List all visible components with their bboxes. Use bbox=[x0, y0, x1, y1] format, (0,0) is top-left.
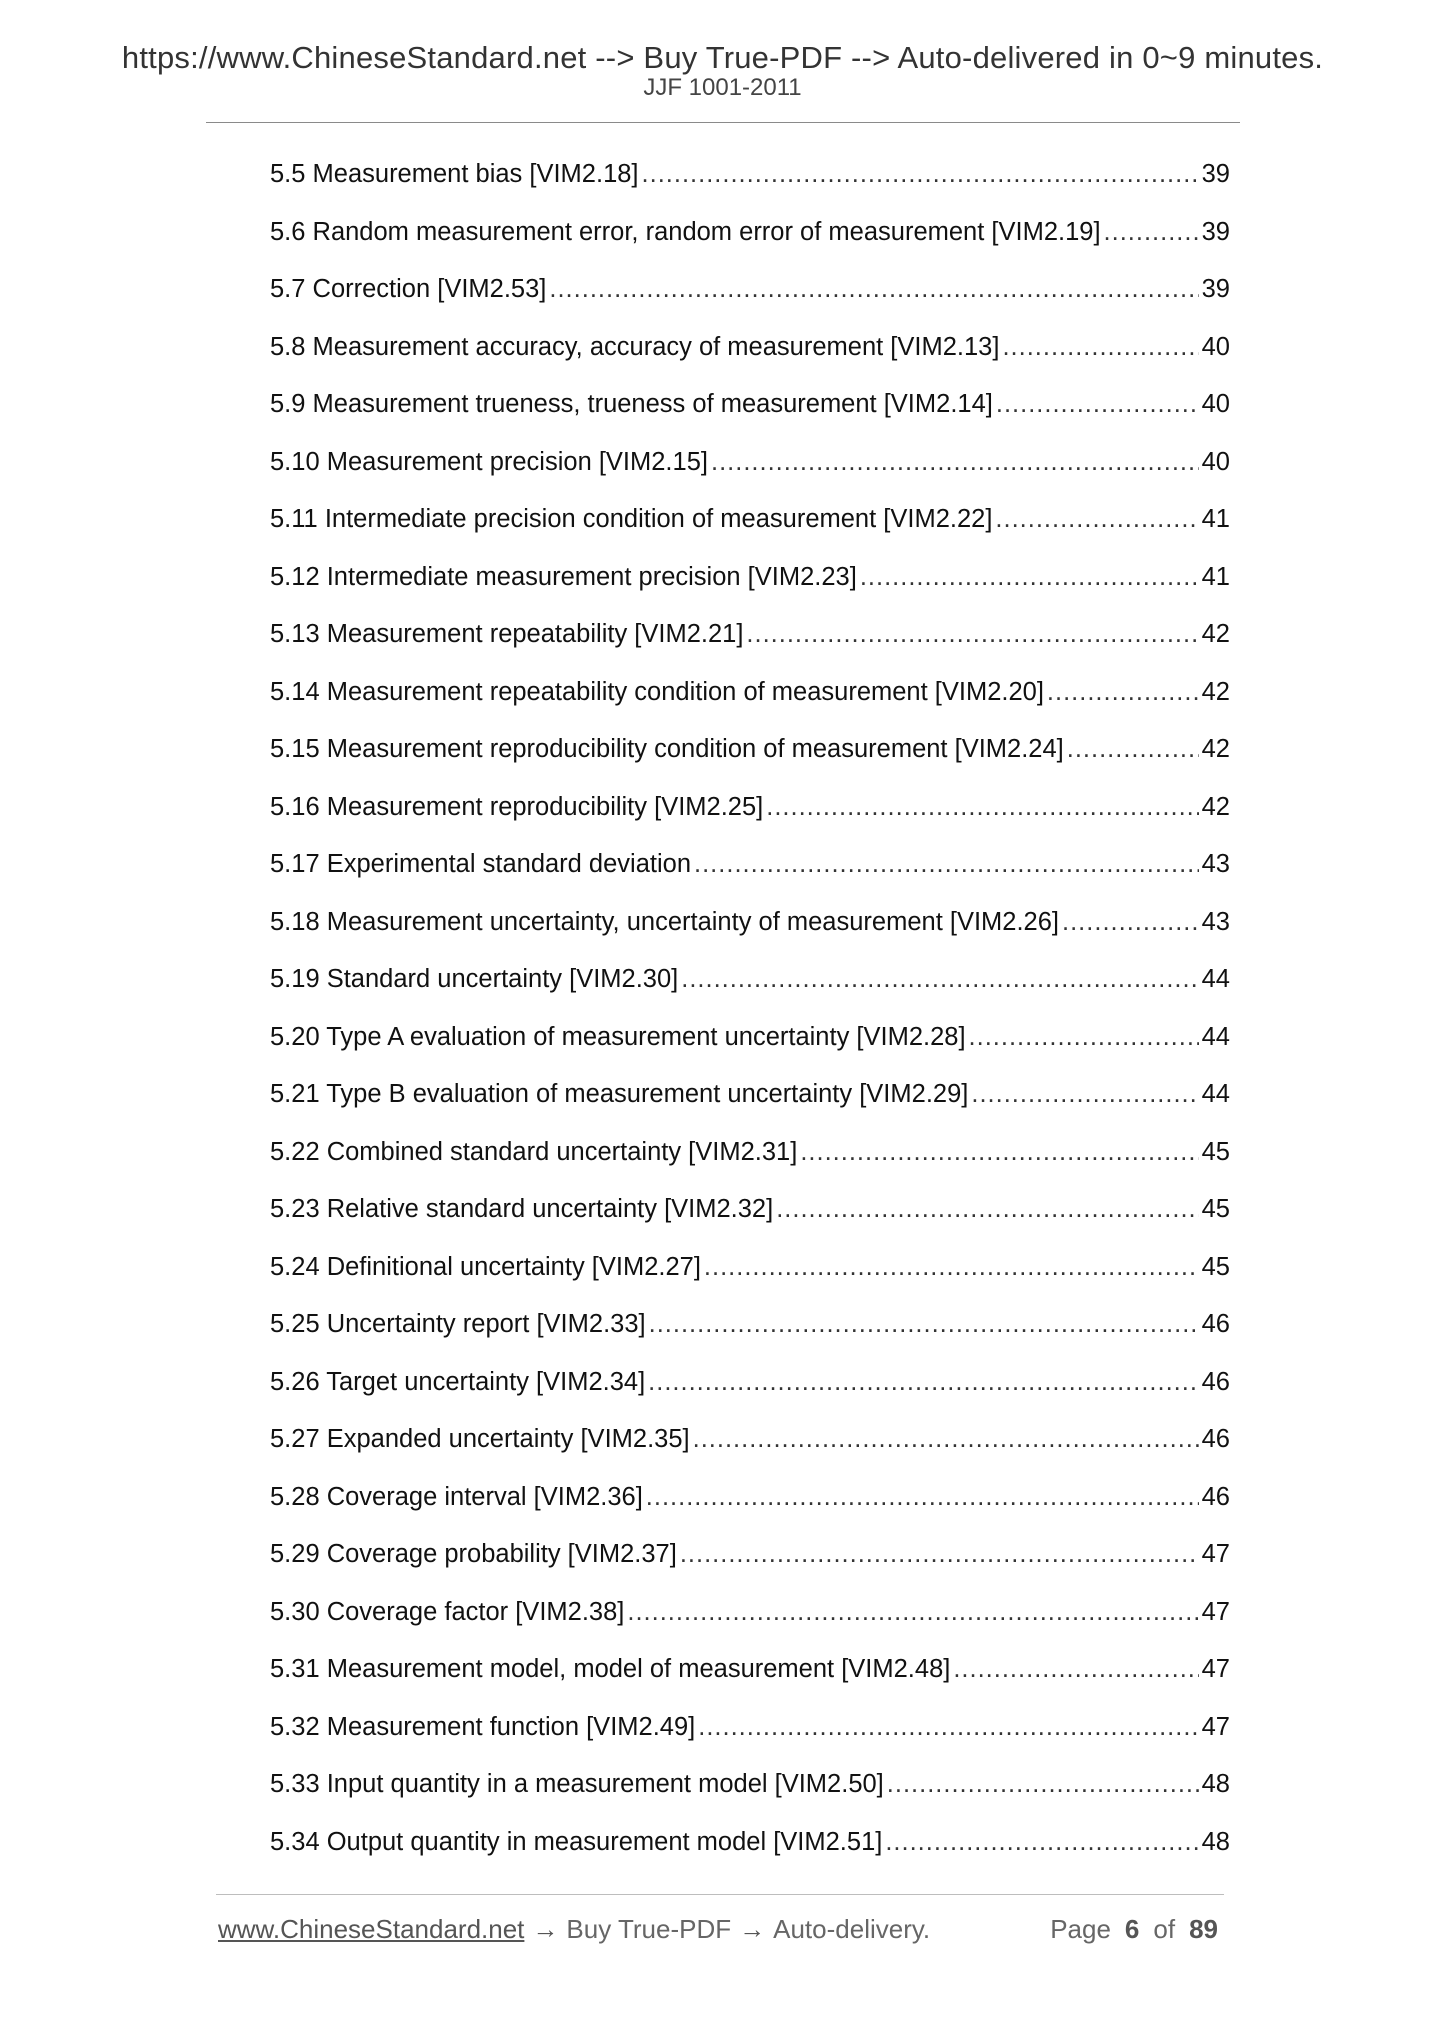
toc-entry-title: 5.30 Coverage factor [VIM2.38] bbox=[270, 1597, 625, 1626]
toc-entry[interactable] bbox=[270, 160, 1230, 218]
toc-entry[interactable] bbox=[270, 1080, 1230, 1138]
toc-entry[interactable] bbox=[270, 1253, 1230, 1311]
toc-entry-title: 5.20 Type A evaluation of measurement uncertainty [VIM2.28] bbox=[270, 1022, 966, 1051]
dot-leader bbox=[1047, 678, 1199, 707]
toc-entry[interactable] bbox=[270, 678, 1230, 736]
dot-leader bbox=[704, 1253, 1199, 1282]
toc-entry-page: 42 bbox=[1201, 792, 1230, 821]
toc-entry[interactable] bbox=[270, 1368, 1230, 1426]
dot-leader bbox=[711, 448, 1199, 477]
toc-entry-title: 5.33 Input quantity in a measurement model [VIM2.50] bbox=[270, 1770, 884, 1798]
toc-entry[interactable] bbox=[270, 390, 1230, 448]
toc-entry-title: 5.16 Measurement reproducibility [VIM2.25] bbox=[270, 792, 764, 821]
toc-entry[interactable] bbox=[270, 793, 1230, 851]
toc-entry-title: 5.5 Measurement bias [VIM2.18] bbox=[270, 160, 639, 188]
dot-leader bbox=[766, 793, 1198, 822]
toc-entry-title: 5.7 Correction [VIM2.53] bbox=[270, 275, 547, 303]
toc-entry[interactable] bbox=[270, 1770, 1230, 1828]
dot-leader bbox=[1104, 218, 1199, 247]
toc-entry-title: 5.15 Measurement reproducibility condition of measurement [VIM2.24] bbox=[270, 735, 1064, 763]
dot-leader bbox=[549, 275, 1198, 304]
toc-entry-title: 5.14 Measurement repeatability condition of measurement [VIM2.20] bbox=[270, 677, 1044, 706]
dot-leader bbox=[995, 505, 1198, 534]
dot-leader bbox=[646, 1483, 1199, 1512]
toc-entry[interactable] bbox=[270, 1310, 1230, 1368]
toc-entry-page: 45 bbox=[1201, 1137, 1230, 1166]
dot-leader bbox=[1067, 735, 1199, 764]
toc-entry[interactable] bbox=[270, 333, 1230, 391]
toc-entry-page: 42 bbox=[1201, 735, 1230, 763]
page-label: Page bbox=[1050, 1914, 1111, 1944]
right-arrow-icon: → bbox=[739, 1914, 766, 1944]
toc-entry-title: 5.21 Type B evaluation of measurement uncertainty [VIM2.29] bbox=[270, 1080, 969, 1108]
toc-entry-page: 39 bbox=[1201, 217, 1230, 246]
toc-entry-page: 45 bbox=[1201, 1195, 1230, 1223]
toc-entry-title: 5.27 Expanded uncertainty [VIM2.35] bbox=[270, 1425, 690, 1453]
toc-entry-title: 5.19 Standard uncertainty [VIM2.30] bbox=[270, 965, 679, 993]
toc-entry-title: 5.34 Output quantity in measurement model [VIM2.51] bbox=[270, 1827, 883, 1856]
dot-leader bbox=[627, 1598, 1198, 1627]
header-banner: https://www.ChineseStandard.net --> Buy True-PDF --> Auto-delivered in 0~9 minutes. bbox=[121, 40, 1324, 75]
dot-leader bbox=[1062, 908, 1199, 937]
toc-entry[interactable] bbox=[270, 908, 1230, 966]
toc-entry-page: 41 bbox=[1201, 562, 1230, 591]
toc-entry[interactable] bbox=[270, 1483, 1230, 1541]
dot-leader bbox=[681, 965, 1198, 994]
toc-entry[interactable] bbox=[270, 1195, 1230, 1253]
page-number: 6 bbox=[1124, 1914, 1140, 1944]
toc-entry-title: 5.32 Measurement function [VIM2.49] bbox=[270, 1712, 696, 1741]
dot-leader bbox=[680, 1540, 1199, 1569]
dot-leader bbox=[693, 1425, 1199, 1454]
footer-promo bbox=[218, 1914, 930, 1945]
dot-leader bbox=[953, 1655, 1198, 1684]
toc-entry-page: 46 bbox=[1201, 1425, 1230, 1453]
toc-entry-page: 46 bbox=[1201, 1310, 1230, 1338]
toc-entry[interactable] bbox=[270, 1713, 1230, 1771]
dot-leader bbox=[969, 1023, 1199, 1052]
toc-entry[interactable] bbox=[270, 275, 1230, 333]
toc-entry[interactable] bbox=[270, 563, 1230, 621]
toc-entry-page: 48 bbox=[1201, 1770, 1230, 1798]
toc-entry[interactable] bbox=[270, 1655, 1230, 1713]
dot-leader bbox=[694, 850, 1199, 879]
dot-leader bbox=[648, 1368, 1198, 1397]
toc-entry-title: 5.24 Definitional uncertainty [VIM2.27] bbox=[270, 1252, 701, 1281]
dot-leader bbox=[776, 1195, 1198, 1224]
toc-entry-page: 45 bbox=[1201, 1252, 1230, 1281]
toc-entry[interactable] bbox=[270, 965, 1230, 1023]
toc-entry-page: 39 bbox=[1201, 275, 1230, 303]
toc-entry-page: 44 bbox=[1201, 965, 1230, 993]
footer-divider bbox=[216, 1894, 1224, 1895]
toc-entry[interactable] bbox=[270, 735, 1230, 793]
toc-entry-page: 42 bbox=[1201, 620, 1230, 648]
right-arrow-icon: → bbox=[532, 1914, 559, 1944]
toc-entry[interactable] bbox=[270, 505, 1230, 563]
toc-entry-title: 5.17 Experimental standard deviation bbox=[270, 850, 692, 878]
toc-entry-page: 47 bbox=[1201, 1540, 1230, 1568]
toc-entry-page: 40 bbox=[1201, 447, 1230, 476]
toc-entry[interactable] bbox=[270, 620, 1230, 678]
toc-entry-page: 44 bbox=[1201, 1080, 1230, 1108]
toc-entry[interactable] bbox=[270, 1540, 1230, 1598]
toc-entry-page: 40 bbox=[1201, 332, 1230, 361]
toc-entry-title: 5.25 Uncertainty report [VIM2.33] bbox=[270, 1310, 646, 1338]
toc-entry-title: 5.29 Coverage probability [VIM2.37] bbox=[270, 1540, 677, 1568]
toc-entry-title: 5.11 Intermediate precision condition of measurement [VIM2.22] bbox=[270, 505, 993, 533]
dot-leader bbox=[887, 1770, 1199, 1799]
table-of-contents bbox=[270, 160, 1230, 1885]
dot-leader bbox=[885, 1828, 1198, 1857]
toc-entry[interactable] bbox=[270, 1598, 1230, 1656]
toc-entry-page: 41 bbox=[1201, 505, 1230, 533]
dot-leader bbox=[1002, 333, 1198, 362]
toc-entry-title: 5.10 Measurement precision [VIM2.15] bbox=[270, 447, 708, 476]
toc-entry-title: 5.6 Random measurement error, random error of measurement [VIM2.19] bbox=[270, 217, 1101, 246]
toc-entry[interactable] bbox=[270, 218, 1230, 276]
toc-entry-title: 5.26 Target uncertainty [VIM2.34] bbox=[270, 1367, 646, 1396]
toc-entry-title: 5.8 Measurement accuracy, accuracy of measurement [VIM2.13] bbox=[270, 332, 1000, 361]
toc-entry-page: 44 bbox=[1201, 1022, 1230, 1051]
toc-entry-page: 48 bbox=[1201, 1827, 1230, 1856]
toc-entry-title: 5.13 Measurement repeatability [VIM2.21] bbox=[270, 620, 744, 648]
standard-code: JJF 1001-2011 bbox=[643, 74, 802, 101]
dot-leader bbox=[642, 160, 1199, 189]
header-divider bbox=[206, 122, 1240, 123]
toc-entry[interactable] bbox=[270, 1138, 1230, 1196]
dot-leader bbox=[996, 390, 1199, 419]
toc-entry-title: 5.12 Intermediate measurement precision [VIM2.23] bbox=[270, 562, 857, 591]
toc-entry-title: 5.22 Combined standard uncertainty [VIM2.31] bbox=[270, 1137, 798, 1166]
toc-entry-page: 42 bbox=[1201, 677, 1230, 706]
page-indicator bbox=[1050, 1914, 1218, 1945]
page-footer bbox=[218, 1914, 1223, 1945]
toc-entry-title: 5.31 Measurement model, model of measurement [VIM2.48] bbox=[270, 1655, 951, 1683]
toc-entry-title: 5.9 Measurement trueness, trueness of measurement [VIM2.14] bbox=[270, 390, 993, 418]
of-label: of bbox=[1153, 1914, 1176, 1944]
toc-entry-page: 43 bbox=[1201, 850, 1230, 878]
toc-entry-page: 47 bbox=[1201, 1655, 1230, 1683]
toc-entry-page: 40 bbox=[1201, 390, 1230, 418]
dot-leader bbox=[800, 1138, 1198, 1167]
toc-entry[interactable] bbox=[270, 448, 1230, 506]
dot-leader bbox=[971, 1080, 1198, 1109]
toc-entry-page: 39 bbox=[1201, 160, 1230, 188]
page-total: 89 bbox=[1189, 1914, 1218, 1944]
dot-leader bbox=[860, 563, 1199, 592]
toc-entry-page: 46 bbox=[1201, 1482, 1230, 1511]
toc-entry[interactable] bbox=[270, 1425, 1230, 1483]
toc-entry-page: 43 bbox=[1201, 907, 1230, 936]
auto-delivery-text: Auto-delivery. bbox=[773, 1914, 931, 1944]
toc-entry-title: 5.23 Relative standard uncertainty [VIM2.32] bbox=[270, 1195, 774, 1223]
toc-entry[interactable] bbox=[270, 850, 1230, 908]
toc-entry-page: 47 bbox=[1201, 1712, 1230, 1741]
toc-entry-title: 5.28 Coverage interval [VIM2.36] bbox=[270, 1482, 643, 1511]
toc-entry-page: 47 bbox=[1201, 1597, 1230, 1626]
toc-entry[interactable] bbox=[270, 1828, 1230, 1886]
dot-leader bbox=[649, 1310, 1199, 1339]
site-link[interactable]: www.ChineseStandard.net bbox=[218, 1914, 525, 1944]
toc-entry[interactable] bbox=[270, 1023, 1230, 1081]
toc-entry-page: 46 bbox=[1201, 1367, 1230, 1396]
buy-true-pdf-text: Buy True-PDF bbox=[566, 1914, 732, 1944]
dot-leader bbox=[698, 1713, 1198, 1742]
toc-entry-title: 5.18 Measurement uncertainty, uncertainty of measurement [VIM2.26] bbox=[270, 907, 1060, 936]
dot-leader bbox=[746, 620, 1198, 649]
